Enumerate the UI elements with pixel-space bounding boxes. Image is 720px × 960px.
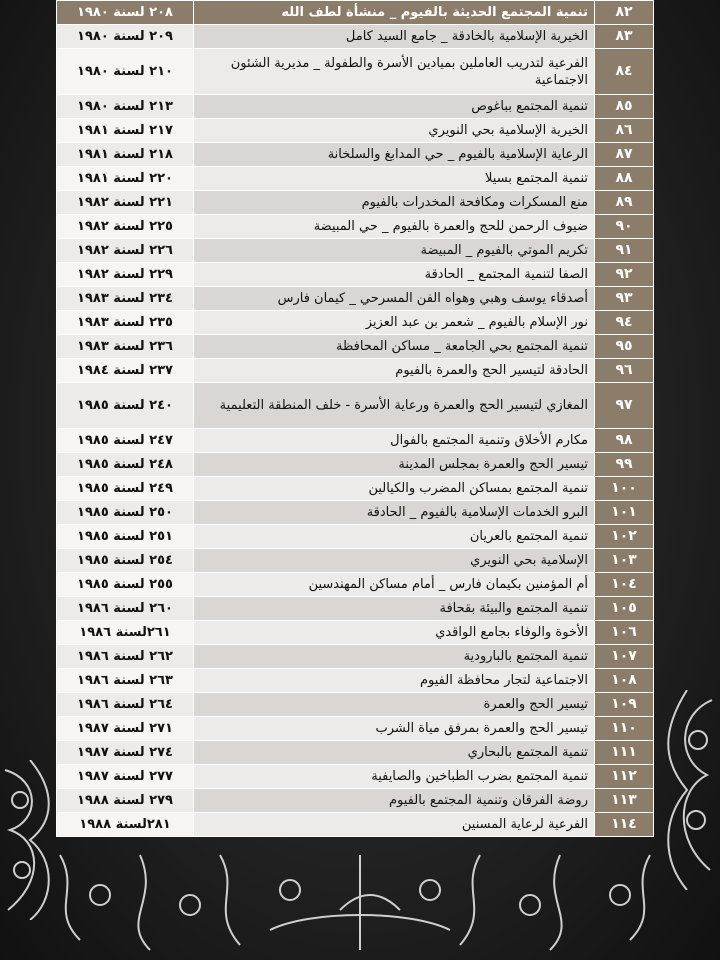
table-row xyxy=(57,717,654,741)
table-row xyxy=(57,813,654,837)
table-row xyxy=(57,167,654,191)
row-number: ٩١ xyxy=(595,239,654,263)
association-name: تنمية المجتمع بالعريان xyxy=(194,525,595,549)
association-name: تنمية المجتمع بباغوص xyxy=(194,95,595,119)
row-number: ٩٦ xyxy=(595,359,654,383)
table-header-row xyxy=(57,1,654,25)
association-name: المغازي لتيسير الحج والعمرة ورعاية الأسرة - خلف المنطقة التعليمية xyxy=(194,383,595,429)
row-number: ١٠٢ xyxy=(595,525,654,549)
association-name: الأخوة والوفاء بجامع الواقدي xyxy=(194,621,595,645)
row-number: ١١٣ xyxy=(595,789,654,813)
registration-number: ٢٢٠ لسنة ١٩٨١ xyxy=(57,167,194,191)
association-name: تنمية المجتمع بالبحاري xyxy=(194,741,595,765)
association-name: الخيرية الإسلامية بالخادقة _ جامع السيد كامل xyxy=(194,25,595,49)
row-number: ٩٣ xyxy=(595,287,654,311)
row-number: ٨٨ xyxy=(595,167,654,191)
table-row xyxy=(57,25,654,49)
associations-table xyxy=(56,0,654,837)
table-row xyxy=(57,789,654,813)
association-name: تنمية المجتمع بحي الجامعة _ مساكن المحافظة xyxy=(194,335,595,359)
registration-number: ٢٣٧ لسنة ١٩٨٤ xyxy=(57,359,194,383)
association-name: مكارم الأخلاق وتنمية المجتمع بالفوال xyxy=(194,429,595,453)
association-name: تنمية المجتمع بسيلا xyxy=(194,167,595,191)
registration-number: ٢٧٩ لسنة ١٩٨٨ xyxy=(57,789,194,813)
table-row xyxy=(57,549,654,573)
row-number: ١١٠ xyxy=(595,717,654,741)
row-number: ١١٤ xyxy=(595,813,654,837)
registration-number: ٢٦١لسنة ١٩٨٦ xyxy=(57,621,194,645)
registration-number: ٢٣٦ لسنة ١٩٨٣ xyxy=(57,335,194,359)
registration-number: ٢٢١ لسنة ١٩٨٢ xyxy=(57,191,194,215)
registration-number: ٢٦٤ لسنة ١٩٨٦ xyxy=(57,693,194,717)
table-row xyxy=(57,693,654,717)
table-row xyxy=(57,525,654,549)
registration-number: ٢٤٨ لسنة ١٩٨٥ xyxy=(57,453,194,477)
association-name: تنمية المجتمع بضرب الطباخين والصايفية xyxy=(194,765,595,789)
association-name: تيسير الحج والعمرة بمرفق مياة الشرب xyxy=(194,717,595,741)
association-name: تيسير الحج والعمرة xyxy=(194,693,595,717)
registration-number: ٢١٨ لسنة ١٩٨١ xyxy=(57,143,194,167)
table-row xyxy=(57,573,654,597)
table-row xyxy=(57,335,654,359)
registration-number: ٢٦٢ لسنة ١٩٨٦ xyxy=(57,645,194,669)
table-row xyxy=(57,669,654,693)
row-number: ٨٥ xyxy=(595,95,654,119)
registration-number: ٢٧٤ لسنة ١٩٨٧ xyxy=(57,741,194,765)
row-number: ٩٠ xyxy=(595,215,654,239)
table-row xyxy=(57,191,654,215)
table-row xyxy=(57,501,654,525)
row-number: ١١٢ xyxy=(595,765,654,789)
row-number: ٨٩ xyxy=(595,191,654,215)
registration-number: ٢٦٣ لسنة ١٩٨٦ xyxy=(57,669,194,693)
association-name: أم المؤمنين بكيمان فارس _ أمام مساكن المهندسين xyxy=(194,573,595,597)
table-row xyxy=(57,741,654,765)
table-row xyxy=(57,621,654,645)
association-name: تنمية المجتمع بمساكن المضرب والكيالين xyxy=(194,477,595,501)
table-row xyxy=(57,263,654,287)
association-name: الفرعية لتدريب العاملين بميادين الأسرة والطفولة _ مديرية الشئون الاجتماعية xyxy=(194,49,595,95)
association-name: تنمية المجتمع بالبارودية xyxy=(194,645,595,669)
registration-number: ٢٧٧ لسنة ١٩٨٧ xyxy=(57,765,194,789)
association-name: الإسلامية بحي النويري xyxy=(194,549,595,573)
registration-number: ٢٣٥ لسنة ١٩٨٣ xyxy=(57,311,194,335)
association-name: الاجتماعية لتجار محافظة الفيوم xyxy=(194,669,595,693)
table-row xyxy=(57,383,654,429)
row-number: ١٠٧ xyxy=(595,645,654,669)
association-name: أصدقاء يوسف وهبي وهواه الفن المسرحي _ كيمان فارس xyxy=(194,287,595,311)
registration-number: ٢٢٥ لسنة ١٩٨٢ xyxy=(57,215,194,239)
row-number: ٨٦ xyxy=(595,119,654,143)
row-number: ٩٨ xyxy=(595,429,654,453)
association-name: ضيوف الرحمن للحج والعمرة بالفيوم _ حي المبيضة xyxy=(194,215,595,239)
association-name: الحادقة لتيسير الحج والعمرة بالفيوم xyxy=(194,359,595,383)
association-name: روضة الفرقان وتنمية المجتمع بالفيوم xyxy=(194,789,595,813)
row-number: ١١١ xyxy=(595,741,654,765)
row-number: ٩٧ xyxy=(595,383,654,429)
registration-number: ٢٠٩ لسنة ١٩٨٠ xyxy=(57,25,194,49)
registration-number: ٢٨١لسنة ١٩٨٨ xyxy=(57,813,194,837)
registration-number: ٢٢٦ لسنة ١٩٨٢ xyxy=(57,239,194,263)
registration-number: ٢٣٤ لسنة ١٩٨٣ xyxy=(57,287,194,311)
table-row xyxy=(57,453,654,477)
row-number: ٩٥ xyxy=(595,335,654,359)
row-number: ١٠٣ xyxy=(595,549,654,573)
table-row xyxy=(57,143,654,167)
row-number: ٨٣ xyxy=(595,25,654,49)
association-name: منع المسكرات ومكافحة المخدرات بالفيوم xyxy=(194,191,595,215)
table-row xyxy=(57,765,654,789)
association-name: الفرعية لرعاية المسنين xyxy=(194,813,595,837)
row-number: ١٠٥ xyxy=(595,597,654,621)
registration-number: ٢٤٩ لسنة ١٩٨٥ xyxy=(57,477,194,501)
registration-number: ٢١٣ لسنة ١٩٨٠ xyxy=(57,95,194,119)
table-row xyxy=(57,119,654,143)
table-row xyxy=(57,645,654,669)
registration-number: ٢١٠ لسنة ١٩٨٠ xyxy=(57,49,194,95)
row-number: ١٠٠ xyxy=(595,477,654,501)
registration-number: ٢٧١ لسنة ١٩٨٧ xyxy=(57,717,194,741)
registration-number: ٢٤٠ لسنة ١٩٨٥ xyxy=(57,383,194,429)
association-name: البرو الخدمات الإسلامية بالفيوم _ الحادقة xyxy=(194,501,595,525)
ornament-bottom xyxy=(40,850,680,960)
table-row xyxy=(57,597,654,621)
association-name: تنمية المجتمع الحديثة بالفيوم _ منشأة لطف الله xyxy=(194,1,595,25)
table-row xyxy=(57,215,654,239)
association-name: تيسير الحج والعمرة بمجلس المدينة xyxy=(194,453,595,477)
row-number: ١٠١ xyxy=(595,501,654,525)
association-name: تنمية المجتمع والبيئة بقحافة xyxy=(194,597,595,621)
table-row xyxy=(57,95,654,119)
row-number: ٨٧ xyxy=(595,143,654,167)
row-number: ١٠٤ xyxy=(595,573,654,597)
row-number: ٩٢ xyxy=(595,263,654,287)
association-name: الرعاية الإسلامية بالفيوم _ حي المدابغ والسلخانة xyxy=(194,143,595,167)
row-number: ٩٤ xyxy=(595,311,654,335)
association-name: الخيرية الإسلامية بحي النويري xyxy=(194,119,595,143)
row-number: ١٠٩ xyxy=(595,693,654,717)
registration-number: ٢٥٤ لسنة ١٩٨٥ xyxy=(57,549,194,573)
association-name: الصفا لتنمية المجتمع _ الحادقة xyxy=(194,263,595,287)
registration-number: ٢٦٠ لسنة ١٩٨٦ xyxy=(57,597,194,621)
table-row xyxy=(57,239,654,263)
registration-number: ٢٤٧ لسنة ١٩٨٥ xyxy=(57,429,194,453)
association-name: تكريم الموتي بالفيوم _ المبيضة xyxy=(194,239,595,263)
table-row xyxy=(57,49,654,95)
associations-table-panel xyxy=(56,0,654,852)
table-row xyxy=(57,429,654,453)
row-number: ١٠٨ xyxy=(595,669,654,693)
table-row xyxy=(57,311,654,335)
registration-number: ٢١٧ لسنة ١٩٨١ xyxy=(57,119,194,143)
row-number: ١٠٦ xyxy=(595,621,654,645)
association-name: نور الإسلام بالفيوم _ شعمر بن عبد العزيز xyxy=(194,311,595,335)
row-number: ٨٤ xyxy=(595,49,654,95)
registration-number: ٢٥٠ لسنة ١٩٨٥ xyxy=(57,501,194,525)
registration-number: ٢٢٩ لسنة ١٩٨٢ xyxy=(57,263,194,287)
table-row xyxy=(57,359,654,383)
table-row xyxy=(57,287,654,311)
registration-number: ٢٠٨ لسنة ١٩٨٠ xyxy=(57,1,194,25)
row-number: ٨٢ xyxy=(595,1,654,25)
registration-number: ٢٥٥ لسنة ١٩٨٥ xyxy=(57,573,194,597)
table-row xyxy=(57,477,654,501)
registration-number: ٢٥١ لسنة ١٩٨٥ xyxy=(57,525,194,549)
row-number: ٩٩ xyxy=(595,453,654,477)
